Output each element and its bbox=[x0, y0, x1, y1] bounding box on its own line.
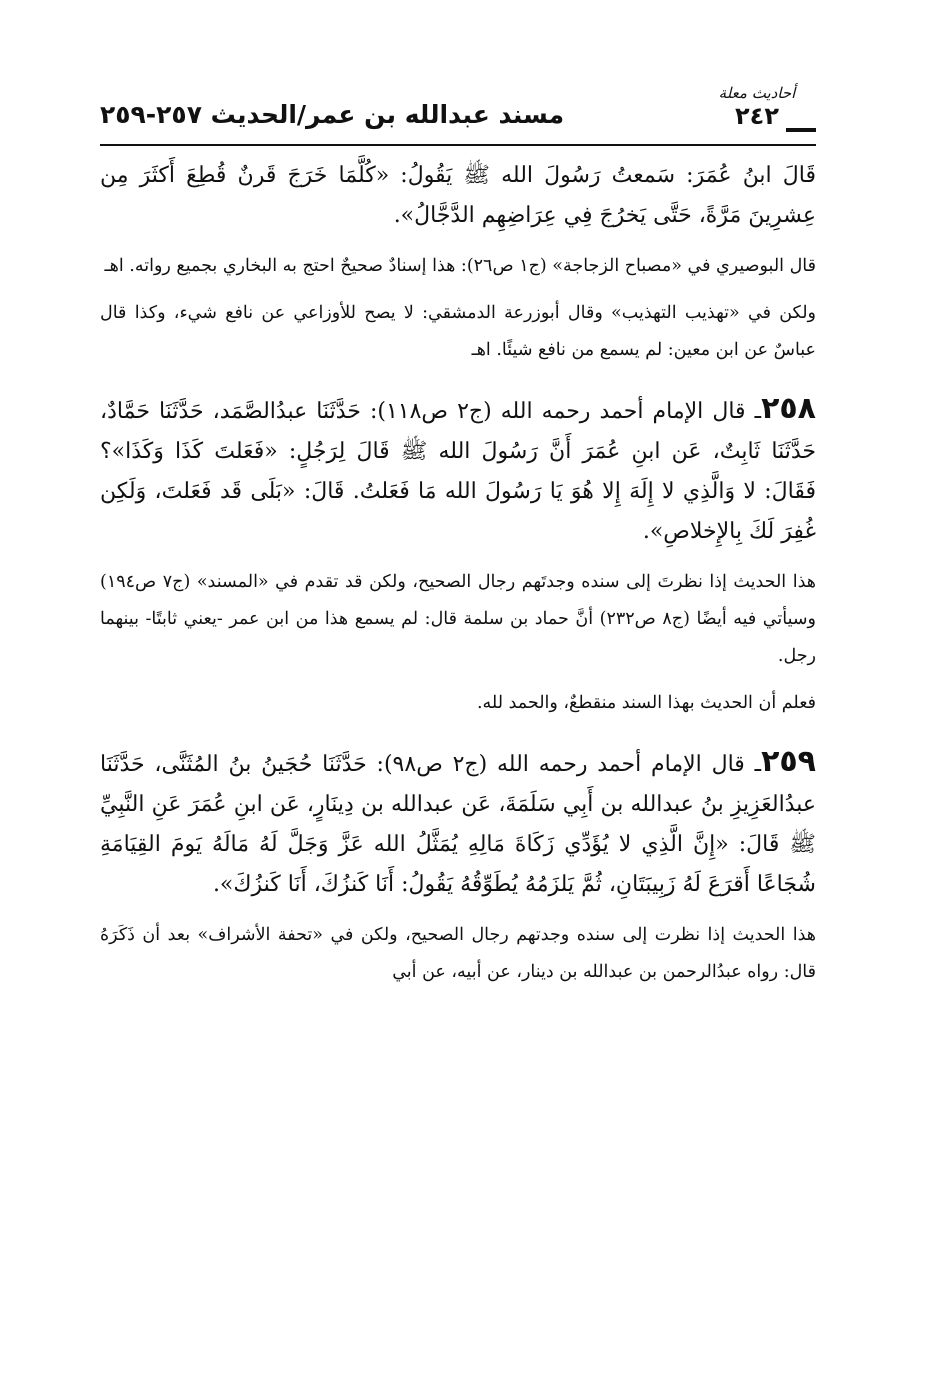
page-number-rule bbox=[786, 128, 816, 132]
hadith-259 bbox=[100, 742, 816, 905]
hadith-number-259: ٢٥٩ bbox=[761, 744, 816, 779]
hadith-258 bbox=[100, 389, 816, 552]
header-page-marker bbox=[698, 84, 816, 130]
commentary-259: هذا الحديث إذا نظرت إلى سنده وجدتهم رجال الصحيح، ولكن في «تحفة الأشراف» بعد أن ذَكَرَهُ قال: رواه عبدُالرحمن بن عبدالله بن دينار، عن أبيه، عن أبي bbox=[100, 925, 816, 982]
spacer bbox=[100, 379, 816, 389]
page-body bbox=[100, 156, 816, 991]
running-header-title: مسند عبدالله بن عمر/الحديث ٢٥٧-٢٥٩ bbox=[100, 100, 565, 129]
commentary-258-conclusion: فعلم أن الحديث بهذا السند منقطعٌ، والحمد لله. bbox=[476, 693, 816, 713]
running-book-label: أحاديث معلة bbox=[718, 84, 796, 102]
commentary-258: هذا الحديث إذا نظرتَ إلى سنده وجدتَهم رجال الصحيح، ولكن قد تقدم في «المسند» (ج٧ ص١٩٤) وسيأتي فيه أيضًا (ج٨ ص٢٣٢) أنَّ حماد بن سلمة قال: لم يسمع هذا من ابن عمر -يعني ثابتًا- بينهما رجل. bbox=[100, 572, 816, 666]
page-header bbox=[100, 82, 816, 146]
page-number: ٢٤٢ bbox=[735, 102, 779, 130]
hadith-number-258: ٢٥٨ bbox=[761, 391, 816, 426]
commentary-busiri: قال البوصيري في «مصباح الزجاجة» (ج١ ص٢٦): هذا إسنادٌ صحيحٌ احتج به البخاري بجميع رواته. اهـ bbox=[104, 256, 816, 276]
hadith-257-ending: قَالَ ابنُ عُمَرَ: سَمعتُ رَسُولَ الله ﷺ يَقُولُ: «كُلَّمَا خَرَجَ قَرنٌ قُطِعَ أَكثَرَ مِن عِشرِينَ مَرَّةً، حَتَّى يَخرُجَ فِي عِرَاضِهِم الدَّجَّالُ». bbox=[100, 163, 816, 228]
hadith-259-text: ـ قال الإمام أحمد رحمه الله (ج٢ ص٩٨): حَدَّثَنَا حُجَينُ بنُ المُثَنَّى، حَدَّثَنَا عبدُالعَزِيزِ بنُ عبدالله بن أَبِي سَلَمَةَ، عَن عبدالله بن دِينَارٍ، عَن ابنِ عُمَرَ عَنِ النَّبِيِّ ﷺ قَالَ: «إِنَّ الَّذِي لا يُؤَدِّي زَكَاةَ مَالِهِ يُمَثَّلُ الله عَزَّ وَجَلَّ لَهُ مَالَهُ يَومَ القِيَامَةِ شُجَاعًا أَقرَعَ لَهُ زَبِيبَتَانِ، ثُمَّ يَلزَمُهُ يُطَوِّقُهُ يَقُولُ: أَنَا كَنزُكَ، أَنَا كَنزُكَ». bbox=[100, 752, 816, 897]
book-page bbox=[100, 82, 816, 1001]
spacer bbox=[100, 732, 816, 742]
hadith-258-text: ـ قال الإمام أحمد رحمه الله (ج٢ ص١١٨): حَدَّثَنَا عبدُالصَّمَد، حَدَّثَنَا حَمَّادٌ، حَدَّثَنَا ثَابِتٌ، عَن ابنِ عُمَرَ أَنَّ رَسُولَ الله ﷺ قَالَ لِرَجُلٍ: «فَعَلتَ كَذَا وَكَذَا»؟ فَقَالَ: لا وَالَّذِي لا إِلَهَ إِلا هُوَ يَا رَسُولَ الله مَا فَعَلتُ. قَالَ: «بَلَى قَد فَعَلتَ، وَلَكِن غُفِرَ لَكَ بِالإِخلاصِ». bbox=[100, 399, 816, 544]
commentary-tahdhib: ولكن في «تهذيب التهذيب» وقال أبوزرعة الدمشقي: لا يصح للأوزاعي عن نافع شيء، وكذا قال عباسٌ عن ابن معين: لم يسمع من نافع شيئًا. اهـ bbox=[100, 303, 816, 360]
